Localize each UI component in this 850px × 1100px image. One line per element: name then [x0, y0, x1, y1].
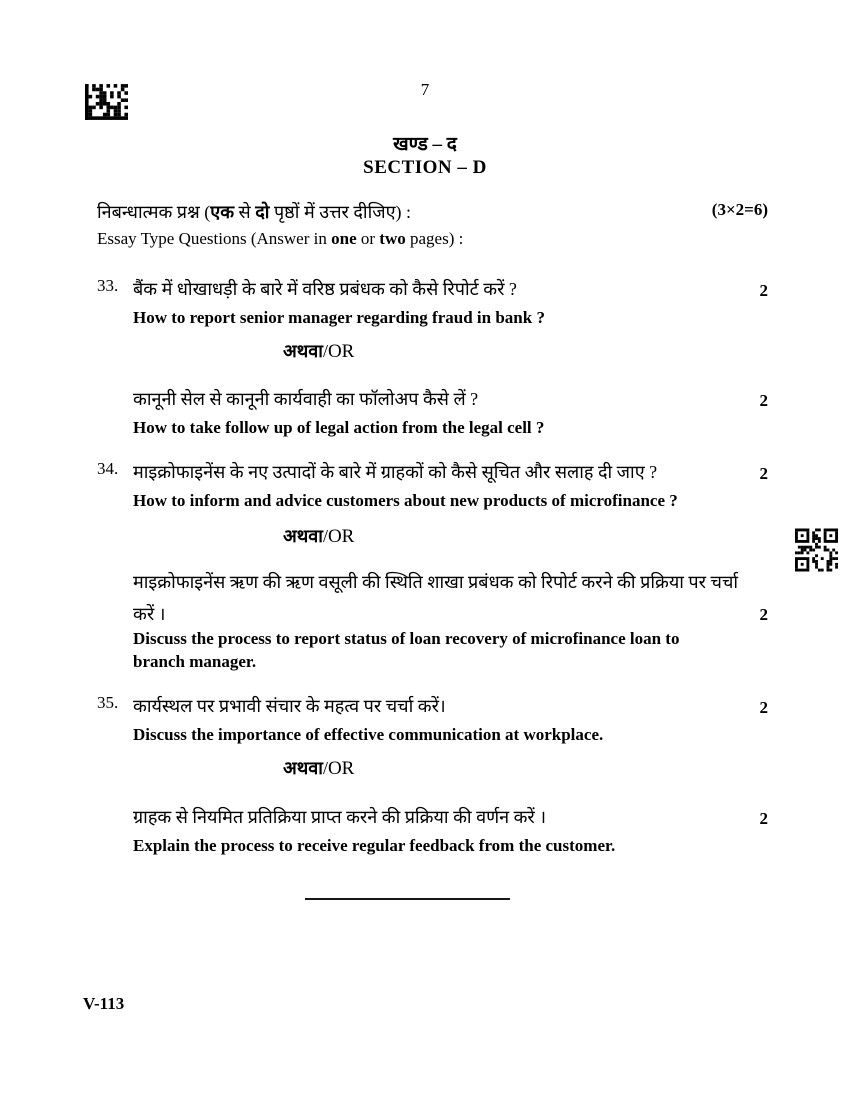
- section-title-english: SECTION – D: [363, 157, 487, 178]
- question-text-english: Discuss the process to report status of loan recovery of microfinance loan to branch manager.: [133, 629, 680, 671]
- question-number: 34.: [97, 459, 119, 478]
- intro-line-hindi: [97, 200, 768, 224]
- question-text-english: How to report senior manager regarding fraud in bank ?: [133, 308, 545, 327]
- question-text-english: Discuss the importance of effective communication at workplace.: [133, 725, 604, 744]
- marks-value: 2: [759, 464, 768, 483]
- question-35-english-row: [133, 724, 768, 746]
- question-text-english: How to take follow up of legal action from the legal cell ?: [133, 418, 545, 437]
- question-text-hindi: बैंक में धोखाधड़ी के बारे में वरिष्ठ प्रबंधक को कैसे रिपोर्ट करें ?: [133, 279, 517, 299]
- question-number: 35.: [97, 693, 119, 712]
- qr-code-icon: [795, 527, 838, 573]
- question-34b-english-row: [133, 627, 768, 673]
- question-text-hindi: कार्यस्थल पर प्रभावी संचार के महत्व पर चर्चा करें।: [133, 696, 446, 716]
- question-35b-english-row: [133, 835, 768, 857]
- question-34-hindi-row: [97, 459, 768, 485]
- question-text-english: How to inform and advice customers about new products of microfinance ?: [133, 491, 678, 510]
- question-33-english-row: [133, 307, 768, 329]
- question-text-english: Explain the process to receive regular feedback from the customer.: [133, 836, 616, 855]
- question-text-hindi: माइक्रोफाइनेंस ऋण की ऋण वसूली की स्थिति शाखा प्रबंधक को रिपोर्ट करने की प्रक्रिया पर चर्चा करें ।: [133, 572, 739, 624]
- marks-value: 2: [759, 391, 768, 410]
- intro-text-english: Essay Type Questions (Answer in one or two pages) :: [97, 229, 464, 248]
- marks-value: 2: [759, 281, 768, 300]
- question-33-hindi-row: [97, 276, 768, 302]
- marks-value: 2: [759, 605, 768, 624]
- question-text-hindi: कानूनी सेल से कानूनी कार्यवाही का फॉलोअप कैसे लें ?: [133, 389, 479, 409]
- question-35b-hindi-row: [133, 804, 768, 830]
- intro-line-english: [97, 229, 768, 249]
- question-34-english-row: [133, 490, 768, 512]
- question-text-hindi: ग्राहक से नियमित प्रतिक्रिया प्राप्त करने की प्रक्रिया की वर्णन करें ।: [133, 807, 547, 827]
- intro-text-hindi: निबन्धात्मक प्रश्न (एक से दो पृष्ठों में उत्तर दीजिए) :: [97, 202, 412, 222]
- section-title-hindi: खण्ड – द: [393, 134, 457, 155]
- question-34b-hindi-row: [133, 566, 768, 630]
- or-separator: अथवा/OR: [283, 758, 355, 779]
- end-of-paper-rule: [305, 898, 510, 900]
- question-35-hindi-row: [97, 693, 768, 719]
- question-33b-english-row: [133, 417, 768, 439]
- or-separator: अथवा/OR: [283, 526, 355, 547]
- or-separator: अथवा/OR: [283, 341, 355, 362]
- marks-scheme: (3×2=6): [711, 200, 768, 219]
- paper-code: V-113: [83, 994, 125, 1013]
- marks-value: 2: [759, 698, 768, 717]
- question-number: 33.: [97, 276, 119, 295]
- question-text-hindi: माइक्रोफाइनेंस के नए उत्पादों के बारे में ग्राहकों को कैसे सूचित और सलाह दी जाए ?: [133, 462, 658, 482]
- marks-value: 2: [759, 809, 768, 828]
- question-33b-hindi-row: [133, 386, 768, 412]
- page-number: 7: [420, 80, 430, 99]
